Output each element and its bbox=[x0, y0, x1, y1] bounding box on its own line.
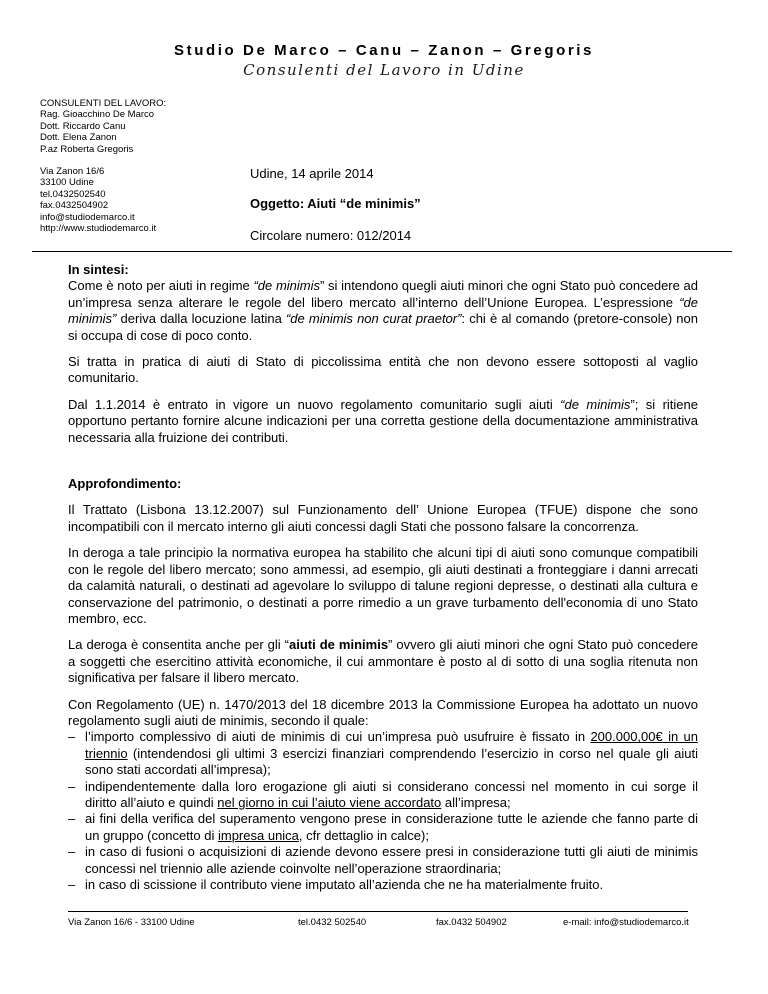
contact-website[interactable]: http://www.studiodemarco.it bbox=[40, 223, 157, 235]
consultants-heading: CONSULENTI DEL LAVORO: bbox=[40, 98, 167, 109]
contact-email[interactable]: info@studiodemarco.it bbox=[40, 211, 135, 223]
contact-tel: tel.0432502540 bbox=[40, 188, 106, 200]
footer-divider bbox=[68, 911, 688, 912]
details-paragraph: In deroga a tale principio la normativa europea ha stabilito che alcuni tipi di aiuti sono comunque compatibili con le regole del libero mercato; sono ammessi, ad esempio, gli aiuti destinati a fronteggiare i danni arrecati da calamità naturali, o destinati ad agevolare lo sviluppo di talune regioni depresse, o destinati alla cultura e conservazione del patrimonio, o destinati a porre rimedio a un grave turbamento dell'economia di uno Stato membro, ecc. bbox=[68, 545, 698, 626]
contact-address: Via Zanon 16/6 bbox=[40, 166, 105, 177]
list-item: – ai fini della verifica del superamento vengono prese in considerazione tutte le aziende che fanno parte di un gruppo (concetto di impresa unica, cfr dettaglio in calce); bbox=[68, 811, 698, 843]
contacts-block bbox=[40, 166, 156, 234]
summary-paragraph: Si tratta in pratica di aiuti di Stato di piccolissima entità che non devono essere sottoposti al vaglio comunitario. bbox=[68, 354, 698, 386]
consultant-name: Dott. Riccardo Canu bbox=[40, 120, 126, 132]
list-item: – in caso di fusioni o acquisizioni di aziende devono essere presi in considerazione tutti gli aiuti de minimis concessi nel triennio alle aziende coinvolte nell’operazione straordinaria; bbox=[68, 844, 698, 876]
contact-city: 33100 Udine bbox=[40, 177, 94, 189]
summary-heading: In sintesi: bbox=[68, 262, 129, 277]
studio-subtitle: Consulenti del Lavoro in Udine bbox=[243, 61, 525, 79]
consultant-name: P.az Roberta Gregoris bbox=[40, 143, 134, 155]
consultant-name: Dott. Elena Zanon bbox=[40, 132, 117, 144]
details-paragraph: La deroga è consentita anche per gli “aiuti de minimis” ovvero gli aiuti minori che ogni Stato può concedere a soggetti che esercitino attività economiche, il cui ammontare è posto al di sotto di una soglia ritenuta non significativa per falsare il libero mercato. bbox=[68, 637, 698, 686]
list-item: – indipendentemente dalla loro erogazione gli aiuti si considerano concessi nel momento in cui sorge il diritto all’aiuto e quindi nel giorno in cui l’aiuto viene accordato all’impresa; bbox=[68, 778, 698, 810]
studio-title: Studio De Marco – Canu – Zanon – Gregoris bbox=[174, 42, 594, 59]
footer-tel: tel.0432 502540 bbox=[298, 917, 367, 928]
details-heading: Approfondimento: bbox=[68, 476, 182, 492]
circular-number: Circolare numero: 012/2014 bbox=[250, 228, 412, 243]
list-item: – in caso di scissione il contributo viene imputato all’azienda che ne ha materialmente fruito. bbox=[68, 877, 604, 892]
letter-date: Udine, 14 aprile 2014 bbox=[250, 166, 374, 181]
footer-fax: fax.0432 504902 bbox=[436, 917, 507, 928]
details-paragraph: Il Trattato (Lisbona 13.12.2007) sul Funzionamento dell’ Unione Europea (TFUE) dispone che sono incompatibili con il mercato interno gli aiuti concessi dagli Stati che possono falsare la concorrenza. bbox=[68, 502, 698, 534]
consultants-block bbox=[40, 98, 166, 155]
summary-paragraph: Come è noto per aiuti in regime “de minimis” si intendono quegli aiuti minori che ogni Stato può concedere ad un’impresa senza alterare le regole del libero mercato all’interno dell’Unione Europea. L’espressione “de minimis” deriva dalla locuzione latina “de minimis non curat praetor”: chi è al comando (pretore-console) non si occupa di cose di poco conto. bbox=[68, 278, 699, 343]
header-divider bbox=[32, 251, 732, 252]
contact-fax: fax.0432504902 bbox=[40, 200, 109, 212]
footer-email[interactable]: e-mail: info@studiodemarco.it bbox=[563, 917, 689, 928]
letter-subject: Oggetto: Aiuti “de minimis” bbox=[250, 196, 421, 211]
rules-list bbox=[68, 729, 698, 893]
details-paragraph: Con Regolamento (UE) n. 1470/2013 del 18 dicembre 2013 la Commissione Europea ha adottato un nuovo regolamento sugli aiuti de minimis, secondo il quale: bbox=[68, 696, 698, 728]
consultant-name: Rag. Gioacchino De Marco bbox=[40, 109, 155, 121]
list-item: – l’importo complessivo di aiuti de minimis di cui un’impresa può usufruire è fissato in 200.000,00€ in un triennio (intendendosi gli ultimi 3 esercizi finanziari comprendendo l’esercizio in corso nel quale gli aiuti sono stati accordati all’impresa); bbox=[68, 729, 698, 778]
footer-address: Via Zanon 16/6 - 33100 Udine bbox=[68, 917, 195, 928]
summary-paragraph: Dal 1.1.2014 è entrato in vigore un nuovo regolamento comunitario sugli aiuti “de minimis”; si ritiene opportuno pertanto fornire alcune indicazioni per una corretta gestione della documentazione amministrativa necessaria alla fruizione dei contributi. bbox=[68, 396, 698, 445]
document-body bbox=[68, 262, 698, 893]
